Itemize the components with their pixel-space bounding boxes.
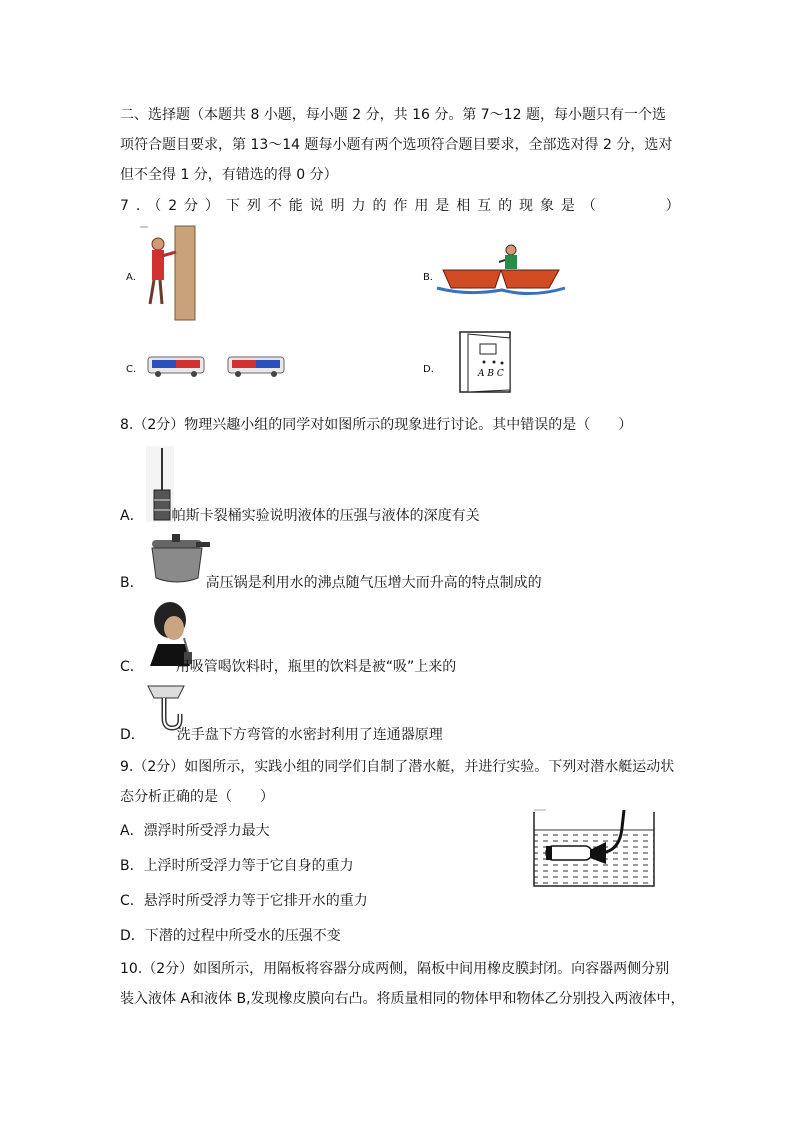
q10-line-2: 装入液体 A和液体 B,发现橡皮膜向右凸。将质量相同的物体甲和物体乙分别投入两液体中，	[120, 991, 685, 1007]
q7-stem-char	[645, 196, 659, 216]
q7-stem-char: （	[581, 198, 596, 214]
q7-stem-char: 的	[372, 198, 387, 214]
q7-stem-char	[624, 196, 638, 216]
q7-figure-b-boats	[437, 240, 567, 304]
q7-stem-char: 能	[288, 198, 303, 214]
q7-option-b-label: B．	[423, 272, 440, 283]
q7-stem-char: 说	[309, 198, 324, 214]
q7-stem-char: ）	[665, 198, 680, 214]
q7-stem-char: 是	[560, 198, 575, 214]
q8-stem: 8.（2分）物理兴趣小组的同学对如图所示的现象进行讨论。其中错误的是（ ）	[120, 417, 633, 433]
q7-stem-char: 下	[225, 198, 240, 214]
q7-stem-char: 是	[435, 198, 450, 214]
q7-option-c-label: C．	[126, 364, 143, 375]
q7-stem	[120, 196, 680, 216]
q7-stem-char: 现	[519, 198, 534, 214]
q9-option-b: B．上浮时所受浮力等于它自身的重力	[120, 858, 354, 874]
door-point-labels: A B C	[478, 369, 504, 379]
q7-stem-char: 分	[184, 198, 199, 214]
q9-option-d: D．下潜的过程中所受水的压强不变	[120, 928, 341, 944]
q7-stem-char: 象	[539, 198, 554, 214]
q9-figure-submarine-tank	[532, 808, 656, 888]
q7-stem-char: 列	[246, 198, 261, 214]
q9-option-a: A．漂浮时所受浮力最大	[120, 823, 270, 839]
q7-stem-char: 7	[120, 198, 129, 214]
q7-option-a-label: A．	[126, 272, 143, 283]
q7-stem-char: 不	[267, 198, 282, 214]
q9-option-c: C．悬浮时所受浮力等于它排开水的重力	[120, 893, 368, 909]
q9-stem-line-1: 9.（2分）如图所示，实践小组的同学们自制了潜水艇，并进行实验。下列对潜水艇运动状	[120, 759, 675, 775]
q7-stem-char: 明	[330, 198, 345, 214]
q7-figure-d-door	[458, 330, 518, 394]
q7-stem-char: 用	[414, 198, 429, 214]
q7-stem-char: 2	[168, 198, 178, 214]
q7-stem-char: （	[147, 198, 162, 214]
q8-option-c: C． 用吸管喝饮料时，瓶里的饮料是被“吸”上来的	[120, 659, 457, 675]
q8-option-a: A． 帕斯卡裂桶实验说明液体的压强与液体的深度有关	[120, 508, 480, 524]
section-heading-line-3: 但不全得 1 分，有错选的得 0 分）	[120, 167, 338, 183]
q8-option-b: B． 高压锅是利用水的沸点随气压增大而升高的特点制成的	[120, 575, 542, 591]
q10-line-1: 10.（2分）如图所示，用隔板将容器分成两侧，隔板中间用橡皮膜封闭。向容器两侧分别	[120, 961, 670, 977]
q7-stem-char: 作	[393, 198, 408, 214]
q8-option-d: D． 洗手盘下方弯管的水密封利用了连通器原理	[120, 727, 443, 743]
q7-stem-char: 相	[456, 198, 471, 214]
q7-figure-c-magnet-carts	[146, 354, 306, 378]
section-heading-line-2: 项符合题目要求，第 13～14 题每小题有两个选项符合题目要求，全部选对得 2 分，选对	[120, 137, 673, 153]
q9-stem-line-2: 态分析正确的是（ ）	[120, 789, 274, 805]
q7-option-d-label: D．	[423, 364, 441, 375]
q7-stem-char: 互	[477, 198, 492, 214]
q7-figure-a-person-pushing-wall	[140, 222, 200, 322]
q7-stem-char: .	[135, 198, 141, 214]
q7-stem-char	[603, 196, 617, 216]
q7-stem-char: 力	[351, 198, 366, 214]
q7-stem-char: ）	[204, 198, 219, 214]
section-heading-line-1: 二、选择题（本题共 8 小题，每小题 2 分，共 16 分。第 7～12 题，每小题只有一个选	[120, 107, 666, 123]
q7-stem-char: 的	[498, 198, 513, 214]
